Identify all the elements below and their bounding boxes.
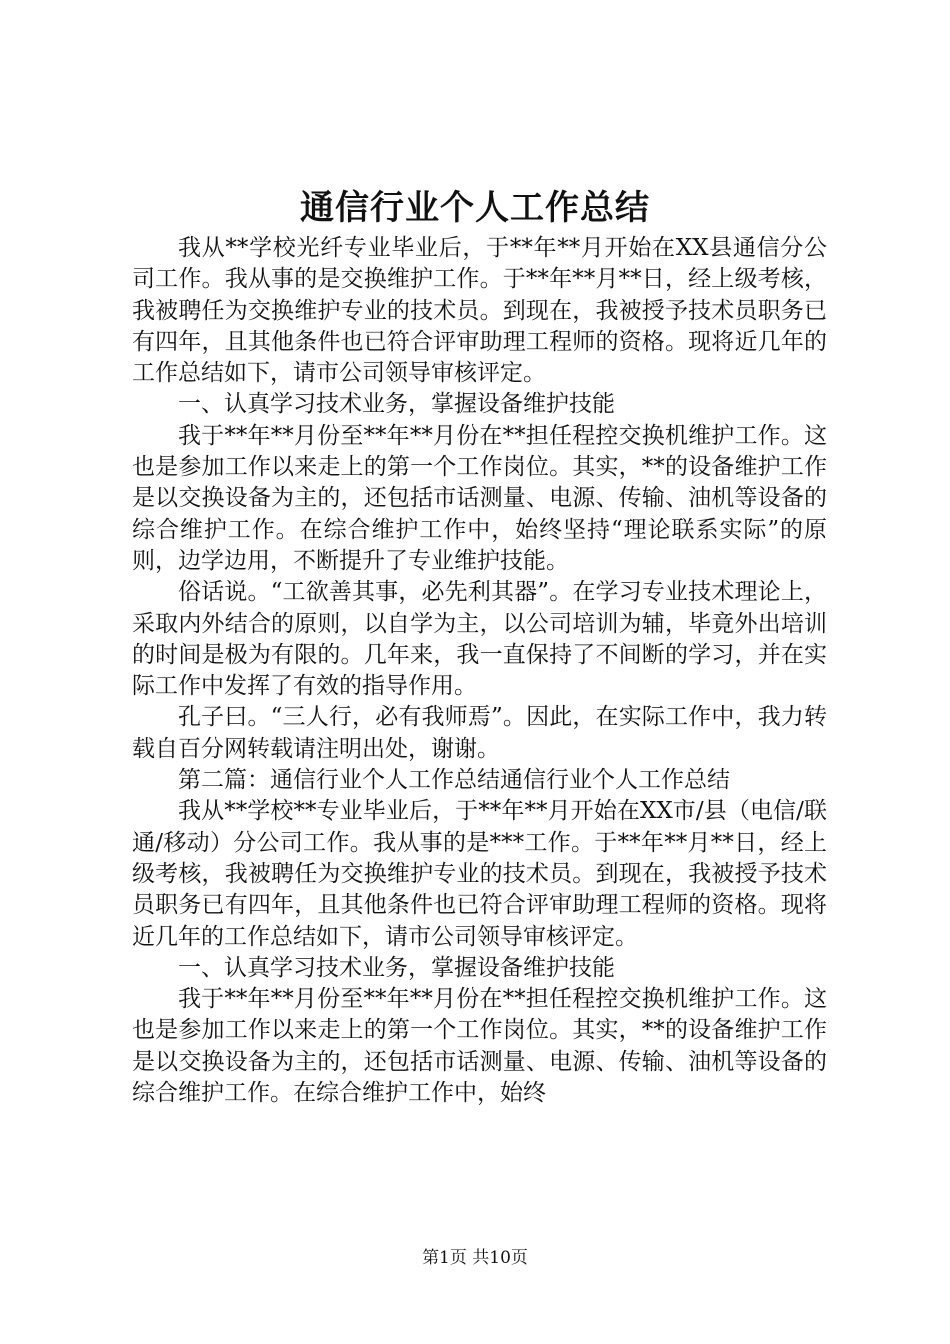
section-heading-1: 一、认真学习技术业务，掌握设备维护技能 xyxy=(178,391,615,418)
second-article-heading: 第二篇：通信行业个人工作总结通信行业个人工作总结 xyxy=(178,767,730,794)
paragraph-intro: 我从**学校光纤专业毕业后，于**年**月开始在XX县通信分公司工作。我从事的是交换维护工作。于**年**月**日，经上级考核，我被聘任为交换维护专业的技术员。到现在，我被授予技术员职务已有四年，且其他条件也已符合评审助理工程师的资格。现将近几年的工作总结如下，请市公司领导审核评定。 xyxy=(132,235,827,387)
paragraph-maintenance-2: 我于**年**月份至**年**月份在**担任程控交换机维护工作。这也是参加工作以来走上的第一个工作岗位。其实，**的设备维护工作是以交换设备为主的，还包括市话测量、电源、传输、油机等设备的综合维护工作。在综合维护工作中，始终 xyxy=(132,986,827,1107)
paragraph-proverb: 俗话说。“工欲善其事，必先利其器”。在学习专业技术理论上，采取内外结合的原则，以自学为主，以公司培训为辅，毕竟外出培训的时间是极为有限的。几年来，我一直保持了不间断的学习，并在实际工作中发挥了有效的指导作用。 xyxy=(132,579,827,700)
page-number-footer: 第1页 共10页 xyxy=(422,1248,528,1268)
paragraph-intro-2: 我从**学校**专业毕业后，于**年**月开始在XX市/县（电信/联通/移动）分公司工作。我从事的是***工作。于**年**月**日，经上级考核，我被聘任为交换维护专业的技术员。到现在，我被授予技术员职务已有四年，且其他条件也已符合评审助理工程师的资格。现将近几年的工作总结如下，请市公司领导审核评定。 xyxy=(132,798,827,950)
paragraph-maintenance: 我于**年**月份至**年**月份在**担任程控交换机维护工作。这也是参加工作以来走上的第一个工作岗位。其实，**的设备维护工作是以交换设备为主的，还包括市话测量、电源、传输、油机等设备的综合维护工作。在综合维护工作中，始终坚持“理论联系实际”的原则，边学边用，不断提升了专业维护技能。 xyxy=(132,422,827,574)
document-body xyxy=(132,233,827,1109)
section-heading-2: 一、认真学习技术业务，掌握设备维护技能 xyxy=(178,954,615,981)
paragraph-confucius: 孔子曰。“三人行，必有我师焉”。因此，在实际工作中，我力转载自百分网转载请注明出处，谢谢。 xyxy=(132,704,827,762)
document-title: 通信行业个人工作总结 xyxy=(300,188,650,228)
